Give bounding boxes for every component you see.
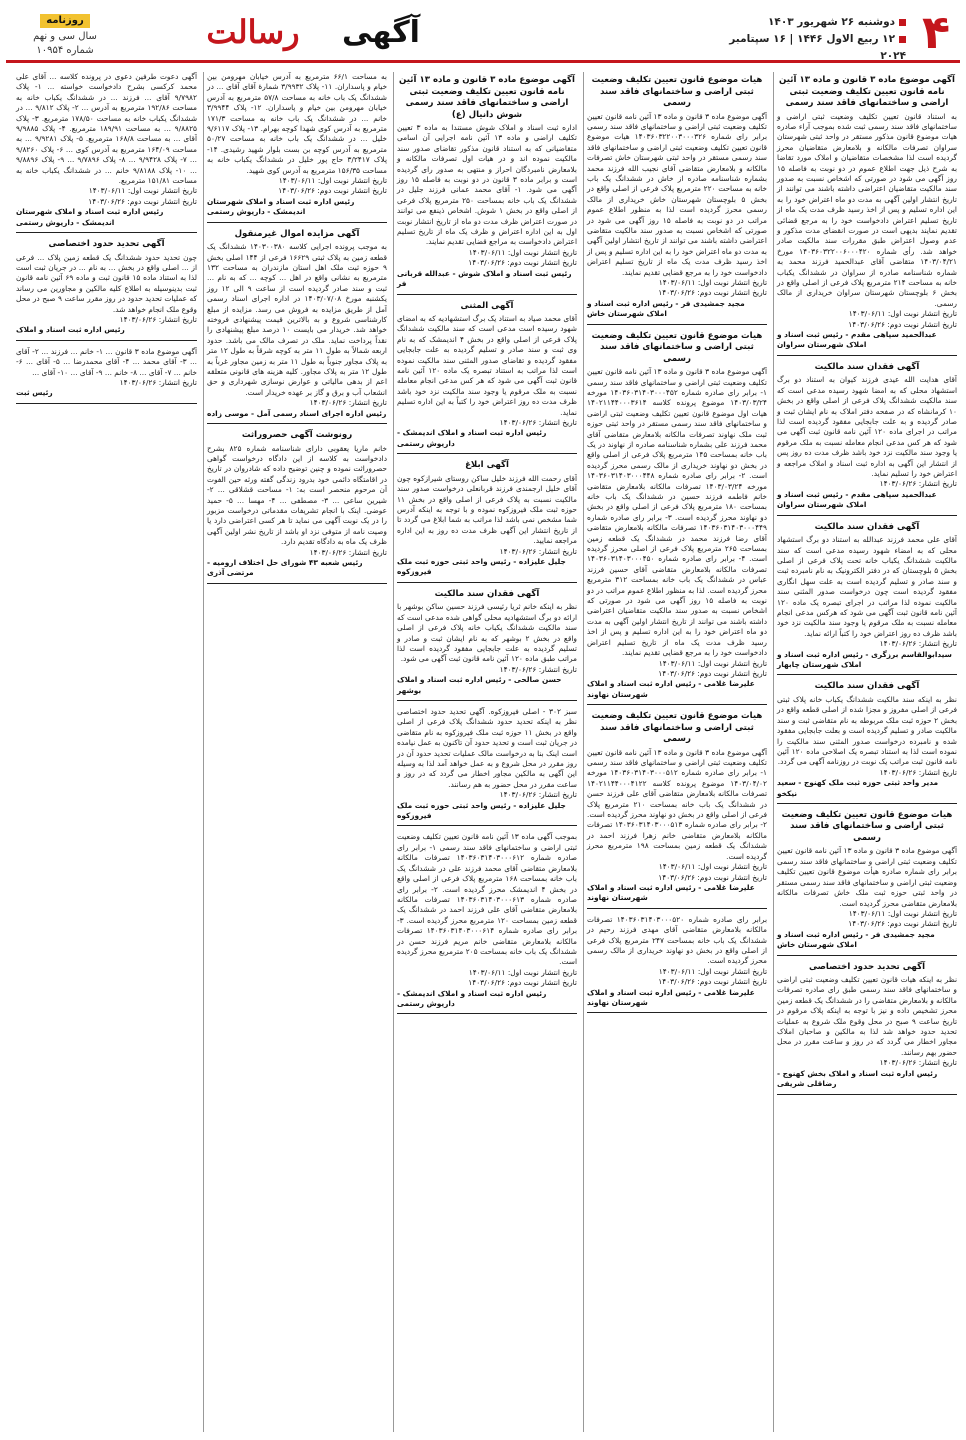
notice-body: نظر به اینکه هیات قانون تعیین تکلیف وضعیت ثبتی اراضی و ساختمانهای فاقد سند رسمی طبق رای صادره تصرفات مالکانه و بلامعارض متقاضی را در ششدانگ یک قطعه زمین محرز تشخیص داده و نیز با توجه به اینکه پلاک مرقوم در تاریخ ساعت ۹ صبح در محل وقوع ملک شروع به عملیات تحدید حدود خواهد شد لذا به مالکین و صاحبان املاک مجاور اخطار می گردد که در روز و ساعت مقرر در محل حضور بهم رسانند.	[777, 975, 957, 1057]
notice-signature: علیرضا غلامی - رئیس اداره ثبت اسناد و املاک شهرستان نهاوند	[587, 882, 755, 903]
notice	[397, 301, 577, 455]
notice-column	[583, 72, 767, 1432]
divider	[777, 515, 957, 516]
notice-column	[203, 72, 387, 1432]
notice-signature: رئیس اداره ثبت اسناد و املاک بخش کهنوج - رضاقلی شریفی	[777, 1068, 938, 1089]
notice	[587, 915, 767, 1014]
divider	[777, 1094, 957, 1095]
divider	[16, 340, 197, 341]
divider	[16, 403, 197, 404]
notice-body: آقای رحمت الله فرزند خلیل ساکن روستای شیرازکوه چون آقای خلیل ارجمندی فرزند قربانعلی درخواست صدور سند مالکیت نسبت به پلاک فرعی از اصلی واقع در بخش ۱۱ حوزه ثبت ملک فیروزکوه نموده و با توجه به اینکه آدرس شما مشخص نمی باشد لذا مراتب به شما ابلاغ می گردد تا از تاریخ انتشار این آگهی ظرف مدت ده روز به این اداره مراجعه نمایید.	[397, 473, 577, 546]
notice-signature: علیرضا غلامی - رئیس اداره ثبت اسناد و املاک شهرستان نهاوند	[587, 679, 755, 699]
notice-title: آگهی موضوع ماده ۳ قانون و ماده ۱۳ آئین نامه قانون تعیین تکلیف وضعیت ثبتی اراضی و ساختمانهای فاقد سند رسمی	[779, 75, 955, 108]
divider	[16, 232, 197, 233]
notices-columns	[6, 72, 960, 1432]
notice	[777, 75, 957, 356]
section-title: آگهی	[342, 15, 420, 50]
notice-body: آقای محمد صیاد به استناد یک برگ استشهادیه که به امضای شهود رسیده است مدعی است که سند مالکیت ششدانگ پلاک فرعی از اصلی واقع در بخش ۴ اندیمشک که به نام وی ثبت و سند صادر و تسلیم گردیده به علت جابجایی مفقود گردیده و تقاضای صدور المثنی سند مالکیت نموده است لذا مراتب به استناد تبصره یک ماده ۱۲۰ آئین نامه قانون ثبت آگهی می شود که هر کس مدعی انجام معامله نسبت به ملک مرقوم یا وجود سند مالکیت نزد خود باشد ظرف مدت ده روز اعتراض خود را کتباً به این اداره تسلیم نماید.	[397, 314, 577, 417]
divider	[397, 1013, 577, 1014]
notice-date-first: تاریخ انتشار نوبت اول: ۱۴۰۳/۰۶/۱۱	[278, 176, 387, 186]
notice-signature: جلیل علیزاده - رئیس واحد ثبتی حوزه ثبت ملک فیروزکوه	[397, 557, 566, 577]
notice-date-second: تاریخ انتشار نوبت دوم: ۱۴۰۳/۰۶/۲۶	[658, 872, 767, 882]
notice-signature: رئیس اداره ثبت اسناد و املاک شهرستان اندیمشک - داریوش رستمی	[16, 207, 164, 227]
notice-body: آگهی موضوع ماده ۳ قانون و ماده ۱۳ آئین نامه قانون تعیین تکلیف وضعیت ثبتی اراضی و ساختمانهای فاقد سند رسمی ۱- برابر رای صادره شماره ۱۴۰۳۶۰۳۱۴۰۳۰۰۰۴۵۲ مورخه ۱۴۰۳/۰۳/۲۴ موضوع پرونده کلاسه ۱۴۰۲۱۱۴۴۰۰۰۳۶۱۴ هیات اول موضوع قانون تعیین تکلیف وضعیت ثبتی اراضی و ساختمانهای فاقد سند رسمی مستقر در واحد ثبتی حوزه ثبت ملک نهاوند تصرفات مالکانه بلامعارض متقاضی آقای محمد فرزند علی بشماره شناسنامه صادره از نهاوند در یک باب خانه بمساحت ۱۴۵ مترمربع پلاک فرعی از اصلی واقع در بخش دو نهاوند خریداری از مالک رسمی محرز گردیده است. ۲- برابر رای صادره شماره ۱۴۰۳۶۰۳۱۴۰۳۰۰۰۴۴۸ مورخه ۱۴۰۳/۰۳/۲۴ تصرفات مالکانه بلامعارض متقاضی خانم فاطمه فرزند حسین در ششدانگ یک باب خانه بمساحت ۱۸۰ مترمربع پلاک فرعی از اصلی واقع در بخش دو نهاوند محرز گردیده است. ۳- برابر رای صادره شماره ۱۴۰۳۶۰۳۱۴۰۳۰۰۰۴۴۹ تصرفات مالکانه بلامعارض متقاضی آقای رضا فرزند محمد در ششدانگ یک قطعه زمین بمساحت ۲۶۵ مترمربع پلاک فرعی از اصلی محرز گردیده است. ۴- برابر رای صادره شماره ۱۴۰۳۶۰۳۱۴۰۳۰۰۰۴۵۰ تصرفات مالکانه بلامعارض متقاضی آقای حسین فرزند عباس در ششدانگ یک باب خانه بمساحت ۳۱۲ مترمربع محرز گردیده است. لذا به منظور اطلاع عموم مراتب در دو نوبت به فاصله ۱۵ روز آگهی می شود در صورتی که اشخاص نسبت به صدور سند مالکیت متقاضیان اعتراضی داشته باشند می توانند از تاریخ انتشار اولین آگهی به مدت دو ماه اعتراض خود را به این اداره تسلیم و پس از اخذ رسید ظرف مدت یک ماه از تاریخ تسلیم اعتراض دادخواست خود را به مرجع قضایی تقدیم نمایند.	[587, 367, 767, 658]
divider	[397, 294, 577, 295]
notice-date-second: تاریخ انتشار نوبت دوم: ۱۴۰۳/۰۶/۲۶	[278, 186, 387, 196]
notice-signature: رئیس اداره ثبت اسناد و املاک اندیمشک - داریوش رستمی	[397, 428, 547, 448]
notice-signature: مجید جمشیدی فر - رئیس اداره ثبت اسناد و املاک شهرستان خاش	[587, 298, 745, 319]
divider	[587, 908, 767, 909]
notice-date-first: تاریخ انتشار: ۱۴۰۳/۰۶/۲۶	[119, 315, 197, 325]
notice-column	[13, 72, 197, 1432]
notice	[207, 229, 387, 424]
notice-date-first: تاریخ انتشار: ۱۴۰۳/۰۶/۲۶	[879, 1058, 957, 1068]
notice-signature: رئیس ثبت اسناد و املاک شوش - عبدالله قربانی فر	[397, 268, 572, 289]
notice-date-first: تاریخ انتشار نوبت اول: ۱۴۰۳/۰۶/۱۱	[658, 658, 767, 668]
date-persian: دوشنبه ۲۶ شهریور ۱۴۰۳	[768, 16, 895, 28]
notice-signature: رئیس اداره ثبت اسناد و املاک شهرستان اندیمشک - داریوش رستمی	[207, 196, 355, 217]
notice-date-first: تاریخ انتشار نوبت اول: ۱۴۰۳/۰۶/۱۱	[658, 966, 767, 976]
notice	[777, 522, 957, 676]
notice-date-first: تاریخ انتشار: ۱۴۰۳/۰۶/۲۶	[879, 639, 957, 649]
notice-date-first: تاریخ انتشار نوبت اول: ۱۴۰۳/۰۶/۱۱	[468, 247, 577, 257]
notice-signature: مجید جمشیدی فر - رئیس اداره ثبت اسناد و املاک شهرستان خاش	[777, 929, 935, 950]
notice-body: آگهی دعوت طرفین دعوی در پرونده کلاسه ... آقای علی محمد کرکسی بشرح دادخواست خواسته ... ۱- پلاک ۹/۷۹۸۲ آقای ... فرزند ... در ششدانگ یکباب خانه به مساحت ۱۹۲/۸۶ مترمربع به آدرس ... ۲- پلاک ۹/۸۱۲ ... در ششدانگ یکباب خانه به مساحت ۱۷۸/۵۰ مترمربع. ۳- پلاک ۹/۸۸۲۵ ... به مساحت ۱۸۹/۹۱ مترمربع. ۴- پلاک ۹/۹۸۸۵ آقای ... به مساحت ۱۶۸/۸ مترمربع. ۵- پلاک ۹/۹۲۸۱ ... به مساحت ۱۶۴/۰۹ مترمربع به آدرس کوی ... ۶- پلاک ۹/۸۲۶۰ ... ۷- پلاک ۹/۹۴۲۸ ... ۸- پلاک ۹/۷۸۹۶ ... ۹- پلاک ۹/۸۸۹۶ ... ۱۰- پلاک ۹/۸۱۸۸ خانم ... در ششدانگ یکباب خانه به مساحت ۱۵۱/۸۱ مترمربع.	[16, 72, 197, 186]
notice-date-second: تاریخ انتشار نوبت دوم: ۱۴۰۳/۰۶/۲۶	[658, 977, 767, 987]
notice-signature: رئیس اداره ثبت اسناد و املاک	[16, 325, 125, 335]
notice	[16, 239, 197, 341]
notice-date-first: تاریخ انتشار: ۱۴۰۳/۰۶/۲۶	[499, 790, 577, 800]
notice-title: آگهی فقدان سند مالکیت	[814, 521, 920, 532]
divider	[207, 423, 387, 424]
issue-year: سال سی و نهم	[33, 31, 97, 42]
notice-title: هیات موضوع قانون تعیین تکلیف وضعیت ثبتی اراضی و ساختمانهای فاقد سند رسمی	[591, 75, 763, 108]
notice-date-first: تاریخ انتشار: ۱۴۰۳/۰۶/۲۶	[309, 547, 387, 557]
notice-body: به مساحت ۶۶/۱ مترمربع به آدرس خیابان مهرومن بین خیام و پاسداران. ۱۱- پلاک ۳/۹۹۳۲ شمارۀ آقای آقای ... در ششدانگ یک باب خانه به مساحت ۵۷/۸ مترمربع به آدرس خیابان مهرومن بین خیام و پاسداران. ۱۲- پلاک ۳/۹۹۴۴ خانم ... در ششدانگ یک باب خانه به مساحت ۱۷۱/۳ مترمربع به آدرس کوی شهدا کوچه بهرام. ۱۳- پلاک ۹/۶۱۱۷ خلیل ... در ششدانگ یک باب خانه به مساحت ۵۰/۲۷ مترمربع به آدرس کوچه بن بست بلوار شهید رشیدی. ۱۴- پلاک ۳/۲۴۱۷ حاج پور خلیل در ششدانگ یکباب خانه به مساحت ۱۵۶/۳۵ مترمربع به آدرس کوی شهید.	[207, 72, 387, 175]
divider	[777, 674, 957, 675]
notice-title: هیات موضوع قانون تعیین تکلیف وضعیت ثبتی اراضی و ساختمانهای فاقد سند رسمی	[591, 711, 763, 745]
notice-signature: سیدابوالقاسم برزگری - رئیس اداره ثبت اسناد و املاک شهرستان چابهار	[777, 649, 952, 669]
notice-date-first: تاریخ انتشار: ۱۴۰۳/۰۶/۲۶	[499, 664, 577, 674]
notice-date-second: تاریخ انتشار نوبت دوم: ۱۴۰۳/۰۶/۲۶	[848, 919, 957, 929]
notice	[587, 331, 767, 706]
divider	[777, 355, 957, 356]
notice-date-first: تاریخ انتشار نوبت اول: ۱۴۰۳/۰۶/۱۱	[848, 908, 957, 918]
notice-title: رونوشت آگهی حصروراثت	[241, 430, 353, 441]
notice-signature: رئیس اداره اجرای اسناد رسمی آمل - موسی زاده	[207, 408, 387, 418]
notice-date-first: تاریخ انتشار نوبت اول: ۱۴۰۳/۰۶/۱۱	[88, 186, 197, 196]
divider	[207, 222, 387, 223]
divider	[587, 1012, 767, 1013]
notice-date-second: تاریخ انتشار نوبت دوم: ۱۴۰۳/۰۶/۲۶	[468, 978, 577, 988]
notice-date-first: تاریخ انتشار نوبت اول: ۱۴۰۳/۰۶/۱۱	[848, 309, 957, 319]
notice-title: آگهی تحدید حدود اختصاصی	[808, 961, 926, 972]
notice-body: برابر رای صادره شماره ۱۴۰۳۶۰۳۱۴۰۳۰۰۰۵۲۰ تصرفات مالکانه بلامعارض متقاضی آقای مهدی فرزند رحیم در ششدانگ یک باب خانه بمساحت ۲۴۷ مترمربع پلاک فرعی از اصلی واقع در بخش دو نهاوند خریداری از مالک رسمی محرز گردیده است.	[587, 914, 767, 966]
notice-date-first: تاریخ انتشار: ۱۴۰۳/۰۶/۲۶	[119, 378, 197, 388]
notice-title: آگهی موضوع ماده ۳ قانون و ماده ۱۳ آئین نامه قانون تعیین تکلیف وضعیت ثبتی اراضی و ساختمانهای فاقد سند رسمی شوش دانیال (ع)	[399, 75, 575, 120]
notice-column	[773, 72, 957, 1432]
notice-body: آگهی موضوع ماده ۳ قانون و ماده ۱۳ آئین نامه قانون تعیین تکلیف وضعیت ثبتی اراضی و ساختمانهای فاقد سند رسمی برابر رای شماره ۱۴۰۳۶۰۳۲۲۰۰۳۰۰۰۳۲۶ هیات موضوع قانون تعیین تکلیف وضعیت ثبتی اراضی و ساختمانهای فاقد سند رسمی مستقر در واحد ثبتی شهرستان خاش تصرفات مالکانه و بلامعارض متقاضی آقای نجیب الله فرزند محمد بشماره شناسنامه صادره از خاش در ششدانگ یک باب خانه به مساحت ۲۲۰ مترمربع پلاک فرعی از اصلی واقع در بخش ۵ بلوچستان شهرستان خاش خریداری از مالک رسمی محرز گردیده است لذا به منظور اطلاع عموم مراتب در دو نوبت به فاصله ۱۵ روز آگهی می شود در صورتی که اشخاص نسبت به صدور سند مالکیت متقاضی اعتراضی داشته باشند می توانند از تاریخ انتشار اولین آگهی به مدت دو ماه اعتراض خود را به این اداره تسلیم و پس از اخذ رسید ظرف مدت یک ماه از تاریخ تسلیم اعتراض دادخواست خود را به مرجع قضایی تقدیم نمایند.	[587, 111, 767, 277]
divider	[397, 453, 577, 454]
notice-body: آگهی موضوع ماده ۳ قانون و ماده ۱۳ آئین نامه قانون تعیین تکلیف وضعیت ثبتی اراضی و ساختمانهای فاقد سند رسمی برابر رای شماره صادره هیأت موضوع قانون تعیین تکلیف وضعیت ثبتی اراضی و ساختمانهای فاقد سند رسمی مستقر در واحد ثبتی حوزه ثبت ملک خاش تصرفات مالکانه بلامعارض متقاضی محرز گردیده است.	[777, 846, 957, 908]
divider	[777, 955, 957, 956]
notice	[397, 589, 577, 701]
page-number: ۴	[921, 5, 951, 59]
notice-body: به موجب پرونده اجرایی کلاسه ۱۴۰۳۰۰۳۸۰ ششدانگ یک قطعه زمین به پلاک ثبتی ۱۶۶۲۹ فرعی از ۱۴۴ اصلی بخش ۹ حوزه ثبت ملک اهل استان مازندران به مساحت ۱۳۲ مترمربع به نشانی واقع در اهل ... کوچه ... که به نام ... ثبت و سند صادر گردیده است از ساعت ۹ الی ۱۲ روز یکشنبه مورخ ۱۴۰۳/۰۷/۰۸ در اداره اجرای اسناد رسمی آمل از طریق مزایده به فروش می رسد. مزایده از مبلغ کارشناسی شروع و به بالاترین قیمت پیشنهادی فروخته خواهد شد. خریدار می بایست ۱۰ درصد مبلغ پیشنهادی را نقداً پرداخت نماید. ملک در تصرف مالک می باشد. حدود اربعه شمالاً به طول ۱۱ متر به کوچه شرقاً به طول ۱۲ متر به پلاک مجاور جنوباً به طول ۱۱ متر به زمین مجاور غرباً به طول ۱۲ متر به پلاک مجاور. کلیه هزینه های قانونی متعلقه اعم از بدهی مالیاتی و عوارض نوسازی شهرداری و حق انشعاب آب و برق و گاز بر عهده خریدار است.	[207, 242, 387, 397]
issue-tag: روزنامه	[40, 14, 90, 28]
notice-title: آگهی ابلاغ	[465, 460, 509, 471]
notice-body: چون تحدید حدود ششدانگ یک قطعه زمین پلاک ... فرعی از ... اصلی واقع در بخش ... به نام ... در جریان ثبت است لذا به استناد ماده ۱۵ قانون ثبت و ماده ۶۹ آئین نامه قانون ثبت بدینوسیله به اطلاع کلیه مالکین و مجاورین می رساند که عملیات تحدید حدود در روز مقرر ساعت ۹ صبح در محل وقوع ملک انجام خواهد شد.	[16, 252, 197, 314]
notice-signature: مدیر واحد ثبتی حوزه ثبت ملک کهنوج - سعید نیکخو	[777, 778, 939, 798]
bullet-icon	[899, 19, 906, 26]
notice-body: بموجب آگهی ماده ۱۳ آئین نامه قانون تعیین تکلیف وضعیت ثبتی اراضی و ساختمانهای فاقد سند رسمی ۱- برابر رای صادره شماره ۱۴۰۳۶۰۳۱۴۰۳۰۰۰۶۱۲ تصرفات مالکانه بلامعارض متقاضی آقای محمد فرزند علی در ششدانگ یک باب خانه بمساحت ۱۶۸ مترمربع پلاک فرعی از اصلی واقع در بخش ۴ اندیمشک محرز گردیده است. ۲- برابر رای صادره شماره ۱۴۰۳۶۰۳۱۴۰۳۰۰۰۶۱۳ تصرفات مالکانه بلامعارض متقاضی آقای علی فرزند احمد در ششدانگ یک قطعه زمین بمساحت ۱۲۰ مترمربع محرز گردیده است. ۳- برابر رای صادره شماره ۱۴۰۳۶۰۳۱۴۰۳۰۰۰۶۱۴ تصرفات مالکانه بلامعارض متقاضی خانم مریم فرزند حسن در ششدانگ یک باب خانه بمساحت ۲۰۵ مترمربع محرز گردیده است.	[397, 832, 577, 967]
notice	[397, 832, 577, 1014]
masthead-logo: رسالت	[206, 13, 300, 51]
notice-body: آقای علی محمد فرزند عبدالله به استناد دو برگ استشهاد محلی که به امضاء شهود رسیده مدعی است که سند مالکیت ششدانگ یکباب خانه تحت پلاک فرعی از اصلی بخش ۵ بلوچستان که در دفتر الکترونیک به نام نامبرده ثبت و سند صادر و تسلیم گردیده است به علت سهل انگاری مفقود گردیده است چون درخواست صدور المثنی سند مالکیت نموده لذا مراتب در اجرای تبصره یک ماده ۱۲۰ آئین نامه قانون ثبت آگهی می شود که هرکس مدعی انجام معامله نسبت به ملک مرقوم یا وجود سند مالکیت نزد خود باشد ظرف ده روز اعتراض خود را کتباً ارائه نماید.	[777, 535, 957, 638]
notice-date-second: تاریخ انتشار نوبت دوم: ۱۴۰۳/۰۶/۲۶	[848, 319, 957, 329]
issue-info	[10, 14, 120, 58]
notice-date-second: تاریخ انتشار نوبت دوم: ۱۴۰۳/۰۶/۲۶	[468, 258, 577, 268]
notice-title: آگهی مزایده اموال غیرمنقول	[234, 228, 360, 239]
notice-body: نظر به اینکه خانم ثریا رئیسی فرزند حسین ساکن بوشهر با ارائه دو برگ استشهادیه محلی گواهی شده مدعی است که سند مالکیت ششدانگ یکباب خانه پلاک فرعی از اصلی واقع در بخش ۲ بوشهر که به نام ایشان ثبت و صادر و تسلیم گردیده به علت جابجایی مفقود گردیده است لذا مراتب طبق ماده ۱۲۰ آئین نامه قانون ثبت آگهی می شود.	[397, 602, 577, 664]
notice-title: آگهی فقدان سند مالکیت	[434, 588, 540, 599]
notice-title: هیات موضوع قانون تعیین تکلیف وضعیت ثبتی اراضی و ساختمانهای فاقد سند رسمی	[781, 809, 953, 843]
notice-body: نظر به اینکه سند مالکیت ششدانگ یکباب خانه پلاک ثبتی فرعی از اصلی مفروز و مجزا شده از اصلی قطعه واقع در بخش ۲ حوزه ثبت ملک مربوطه به نام متقاضی ثبت و سند مالکیت صادر و تسلیم گردیده است و بعلت جابجایی مفقود شده و نامبرده درخواست صدور المثنی سند مالکیت را نموده است لذا به استناد تبصره یک اصلاحی ماده ۱۲۰ آئین نامه قانون ثبت مراتب یک نوبت در روزنامه آگهی می گردد.	[777, 694, 957, 767]
notice-date-first: تاریخ انتشار نوبت اول: ۱۴۰۳/۰۶/۱۱	[658, 862, 767, 872]
notice-body: آگهی موضوع ماده ۳ قانون و ماده ۱۳ آئین نامه قانون تعیین تکلیف وضعیت ثبتی اراضی و ساختمانهای فاقد سند رسمی ۱- برابر رای صادره شماره ۱۴۰۳۶۰۳۱۴۰۳۰۰۰۵۱۲ مورخه ۱۴۰۳/۰۴/۰۲ موضوع پرونده کلاسه ۱۴۰۲۱۱۴۴۰۰۰۴۱۲۲ تصرفات مالکانه بلامعارض متقاضی آقای علی فرزند حسن در ششدانگ یک باب خانه بمساحت ۲۱۰ مترمربع پلاک فرعی از اصلی واقع در بخش دو نهاوند محرز گردیده است. ۲- برابر رای صادره شماره ۱۴۰۳۶۰۳۱۴۰۳۰۰۰۵۱۳ تصرفات مالکانه بلامعارض متقاضی خانم زهرا فرزند احمد در ششدانگ یک قطعه زمین بمساحت ۱۹۸ مترمربع محرز گردیده است.	[587, 747, 767, 861]
notice-body: سبز ۳۰۲ - اصلی فیروزکوه. آگهی تحدید حدود اختصاصی نظر به اینکه تحدید حدود ششدانگ پلاک فرعی از اصلی واقع در بخش ۱۱ حوزه ثبت ملک فیروزکوه به نام متقاضی در جریان ثبت است و تحدید حدود آن تاکنون به عمل نیامده است اینک بنا به درخواست مالک عملیات تحدید حدود آن در روز مقرر در محل شروع و به عمل خواهد آمد لذا به وسیله این آگهی به مالکین مجاور اخطار می گردد که در روز و ساعت مقرر در محل حضور به هم رسانند.	[397, 707, 577, 789]
notice-title: هیات موضوع قانون تعیین تکلیف وضعیت ثبتی اراضی و ساختمانهای فاقد سند رسمی	[591, 330, 763, 364]
notice	[207, 430, 387, 584]
notice	[397, 75, 577, 295]
bullet-icon	[899, 36, 906, 43]
notice	[397, 707, 577, 826]
notice-date-first: تاریخ انتشار نوبت اول: ۱۴۰۳/۰۶/۱۱	[658, 278, 767, 287]
notice	[777, 962, 957, 1095]
notice-title: آگهی تحدید حدود اختصاصی	[48, 239, 165, 250]
notice-date-second: تاریخ انتشار نوبت دوم: ۱۴۰۳/۰۶/۲۶	[658, 288, 767, 298]
notice-date-first: تاریخ انتشار: ۱۴۰۳/۰۶/۲۶	[879, 479, 957, 489]
date-hijri-gregorian: ۱۲ ربیع الاول ۱۴۴۶ | ۱۶ سپتامبر ۲۰۲۴	[729, 33, 906, 62]
notice-column	[393, 72, 577, 1432]
notice	[16, 72, 197, 233]
notice-signature: جلیل علیزاده - رئیس واحد ثبتی حوزه ثبت ملک فیروزکوه	[397, 800, 566, 821]
divider	[397, 582, 577, 583]
notice	[777, 681, 957, 804]
notice-date-first: تاریخ انتشار: ۱۴۰۳/۰۶/۲۶	[499, 546, 577, 556]
notice-title: آگهی فقدان سند مالکیت	[814, 361, 920, 372]
notice-body: آگهی موضوع ماده ۳ قانون ... ۱- خانم ... فرزند ... ۲- آقای ... ۳- آقای محمد ... ۴- آقای محمدرضا ... ۵- آقای ... ۶- خانم ... ۷- آقای ... ۸- خانم ... ۹- آقای ... ۱۰- آقای ...	[16, 346, 197, 377]
notice	[397, 460, 577, 583]
notice	[777, 362, 957, 516]
divider	[397, 700, 577, 701]
notice-signature: عبدالحمید سپاهی مقدم - رئیس ثبت اسناد و املاک شهرستان سراوان	[777, 489, 937, 510]
notice-body: اداره ثبت اسناد و املاک شوش مستندا به ماده ۳ تعیین تکلیف اراضی و ماده ۱۳ آئین نامه اجرایی آن اسامی متقاضیانی که به استناد قانون مذکور تقاضای صدور سند مالکیت نموده اند و در هیات اول تصرفات مالکانه و بلامعارض نامبردگان احراز و منتهی به صدور رای گردیده است و برابر ماده ۳ قانون در دو نوبت به فاصله ۱۵ روز آگهی می شود. ۱- آقای محمد عمانی فرزند جلیل در ششدانگ یک باب خانه بمساحت ۲۵۰ مترمربع پلاک فرعی از اصلی واقع در بخش ۱ شوش. اشخاص ذینفع می توانند در صورت اعتراض ظرف مدت دو ماه از تاریخ انتشار نوبت اول به این اداره اعتراض و ظرف یک ماه از تاریخ تسلیم اعتراض دادخواست به مراجع قضایی تقدیم نمایند.	[397, 123, 577, 247]
notice	[587, 75, 767, 325]
divider	[587, 324, 767, 325]
notice-date-first: تاریخ انتشار نوبت اول: ۱۴۰۳/۰۶/۱۱	[468, 967, 577, 977]
notice-body: خانم ماریا یعقوبی دارای شناسنامه شماره ۸۲۵ بشرح دادخواست به کلاسه از این دادگاه درخواست گواهی حصروراثت نموده و چنین توضیح داده که شادروان در تاریخ در اقامتگاه دائمی خود بدرود زندگی گفته ورثه حین الفوت آن مرحوم منحصر است به: ۱- مساحت قشلاقی ... ۲- شیرین ساعی ... ۳- مصطفی ... ۴- مهسا ... ۵- حمید عوضی. اینک با انجام تشریفات مقدماتی درخواست مزبور را در یک نوبت آگهی می نماید تا هر کسی اعتراضی دارد یا وصیت نامه از متوفی نزد او باشد از تاریخ نشر اولین آگهی ظرف یک ماه به دادگاه تقدیم دارد.	[207, 443, 387, 547]
notice-date-second: تاریخ انتشار نوبت دوم: ۱۴۰۳/۰۶/۲۶	[88, 196, 197, 206]
notice-date-second: تاریخ انتشار نوبت دوم: ۱۴۰۳/۰۶/۲۶	[658, 668, 767, 678]
notice-title: آگهی فقدان سند مالکیت	[814, 681, 920, 692]
notice	[16, 347, 197, 404]
divider	[777, 803, 957, 804]
notice-signature: عبدالحمید سپاهی مقدم - رئیس ثبت اسناد و املاک شهرستان سراوان	[777, 330, 937, 350]
notice-body: آقای هدایت الله عیدی فرزند کیوان به استناد دو برگ استشهاد محلی که به امضا شهود رسیده مدعی است که سند مالکیت ششدانگ پلاک فرعی از اصلی واقع در بخش ۱۰ کرمانشاه که در صفحه دفتر املاک به نام ایشان ثبت و صادر گردیده و به علت جابجایی مفقود گردیده است لذا مراتب در اجرای ماده ۱۲۰ آئین نامه قانون ثبت آگهی می شود که هر کس مدعی انجام معامله نسبت به ملک مرقوم یا وجود سند مالکیت نزد خود باشد ظرف مدت ده روز پس از انتشار این آگهی به اداره ثبت اسناد و املاک مراجعه و اعتراض خود را تسلیم نماید.	[777, 375, 957, 478]
divider	[207, 583, 387, 584]
page-header	[6, 5, 960, 63]
notice-signature: رئیس اداره ثبت اسناد و املاک اندیمشک - داریوش رستمی	[397, 988, 547, 1008]
notice-signature: رئیس شعبه ۴۳ شورای حل اختلاف ارومیه - مرتضی آذری	[207, 558, 363, 578]
notice-signature: حسن صالحی - رئیس اداره ثبت اسناد و املاک بوشهر	[397, 675, 562, 695]
divider	[587, 704, 767, 705]
divider	[397, 825, 577, 826]
notice-signature: علیرضا غلامی - رئیس اداره ثبت اسناد و املاک شهرستان نهاوند	[587, 987, 755, 1007]
issue-number: شماره ۱۰۹۵۴	[36, 45, 94, 56]
date-block	[706, 14, 906, 65]
notice	[777, 810, 957, 956]
notice-title: آگهی المثنی	[460, 300, 514, 311]
notice-body: به استناد قانون تعیین تکلیف وضعیت ثبتی اراضی و ساختمانهای فاقد سند رسمی ثبت شده بموجب آراء صادره هیات موضوع قانون مذکور مستقر در واحد ثبتی شهرستان سراوان تصرفات مالکانه و بلامعارض متقاضیان محرز گردیده است لذا مشخصات متقاضیان و املاک مورد تقاضا به شرح ذیل جهت اطلاع عموم در دو نوبت به فاصله ۱۵ روز آگهی می شود در صورتی که اشخاص نسبت به صدور سند مالکیت متقاضیان اعتراضی داشته باشند می توانند از تاریخ انتشار اولین آگهی به مدت دو ماه اعتراض خود را به این اداره تسلیم و پس از اخذ رسید ظرف مدت یک ماه از تاریخ تسلیم اعتراض دادخواست خود را به مرجع قضائی تقدیم نمایند بدیهی است در صورت انقضای مدت مذکور و عدم وصول اعتراض طبق مقررات سند مالکیت صادر خواهد شد. رأی شماره ۱۴۰۳۶۰۳۲۲۰۰۶۰۰۰۴۲۰ مورخ ۱۴۰۳/۰۴/۲۱ متقاضی آقای عبدالحمید فرزند محمد به شماره شناسنامه صادره از سراوان در ششدانگ یکباب خانه به مساحت ۲۱۴ مترمربع پلاک فرعی از اصلی واقع در بخش ۶ بلوچستان شهرستان سراوان خریداری از مالک رسمی.	[777, 111, 957, 308]
notice	[587, 711, 767, 909]
notice-date-first: تاریخ انتشار: ۱۴۰۳/۰۶/۲۶	[879, 767, 957, 777]
notice-date-first: تاریخ انتشار: ۱۴۰۳/۰۶/۲۶	[499, 418, 577, 428]
notice	[207, 72, 387, 223]
notice-date-first: تاریخ انتشار: ۱۴۰۳/۰۶/۲۶	[309, 398, 387, 408]
notice-signature: رئیس ثبت	[16, 388, 53, 398]
